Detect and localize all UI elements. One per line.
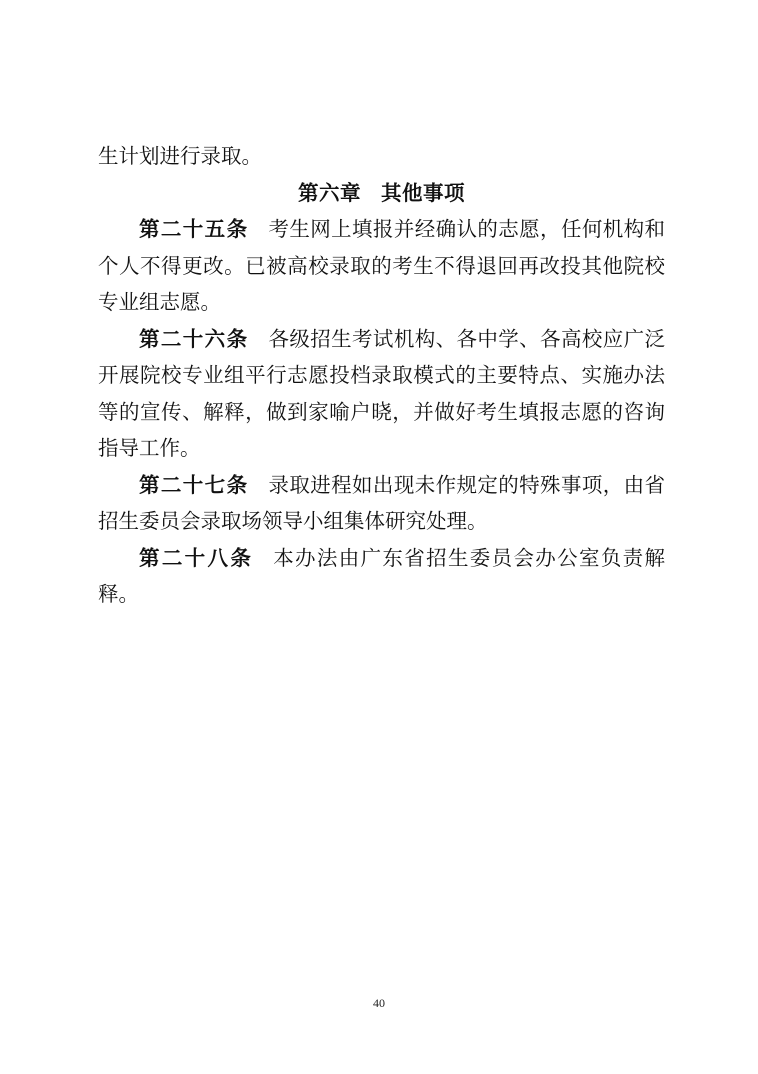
continuation-paragraph: 生计划进行录取。 xyxy=(98,144,262,168)
article-text: 本办法由广东省招生委员会办公室负责解释。 xyxy=(98,545,666,606)
article-paragraph-28 xyxy=(98,540,665,613)
chapter-number: 第六章 xyxy=(298,180,361,205)
page-number: 40 xyxy=(373,996,385,1010)
article-paragraph-27 xyxy=(98,467,665,540)
article-paragraph-25 xyxy=(98,211,665,321)
article-number: 第二十五条 xyxy=(139,217,249,241)
article-text: 录取进程如出现未作规定的特殊事项，由省招生委员会录取场领导小组集体研究处理。 xyxy=(98,472,666,533)
article-number: 第二十六条 xyxy=(139,326,249,351)
article-number: 第二十七条 xyxy=(139,472,249,497)
article-number: 第二十八条 xyxy=(139,545,254,570)
article-text: 考生网上填报并经确认的志愿，任何机构和个人不得更改。已被高校录取的考生不得退回再改投其他院校专业组志愿。 xyxy=(98,217,666,314)
article-paragraph-26 xyxy=(98,321,665,467)
chapter-title: 其他事项 xyxy=(381,180,465,205)
document-body xyxy=(98,138,665,613)
article-text: 各级招生考试机构、各中学、各高校应广泛开展院校专业组平行志愿投档录取模式的主要特点、实施办法等的宣传、解释，做到家喻户晓，并做好考生填报志愿的咨询指导工作。 xyxy=(98,326,666,460)
chapter-heading xyxy=(98,175,665,212)
